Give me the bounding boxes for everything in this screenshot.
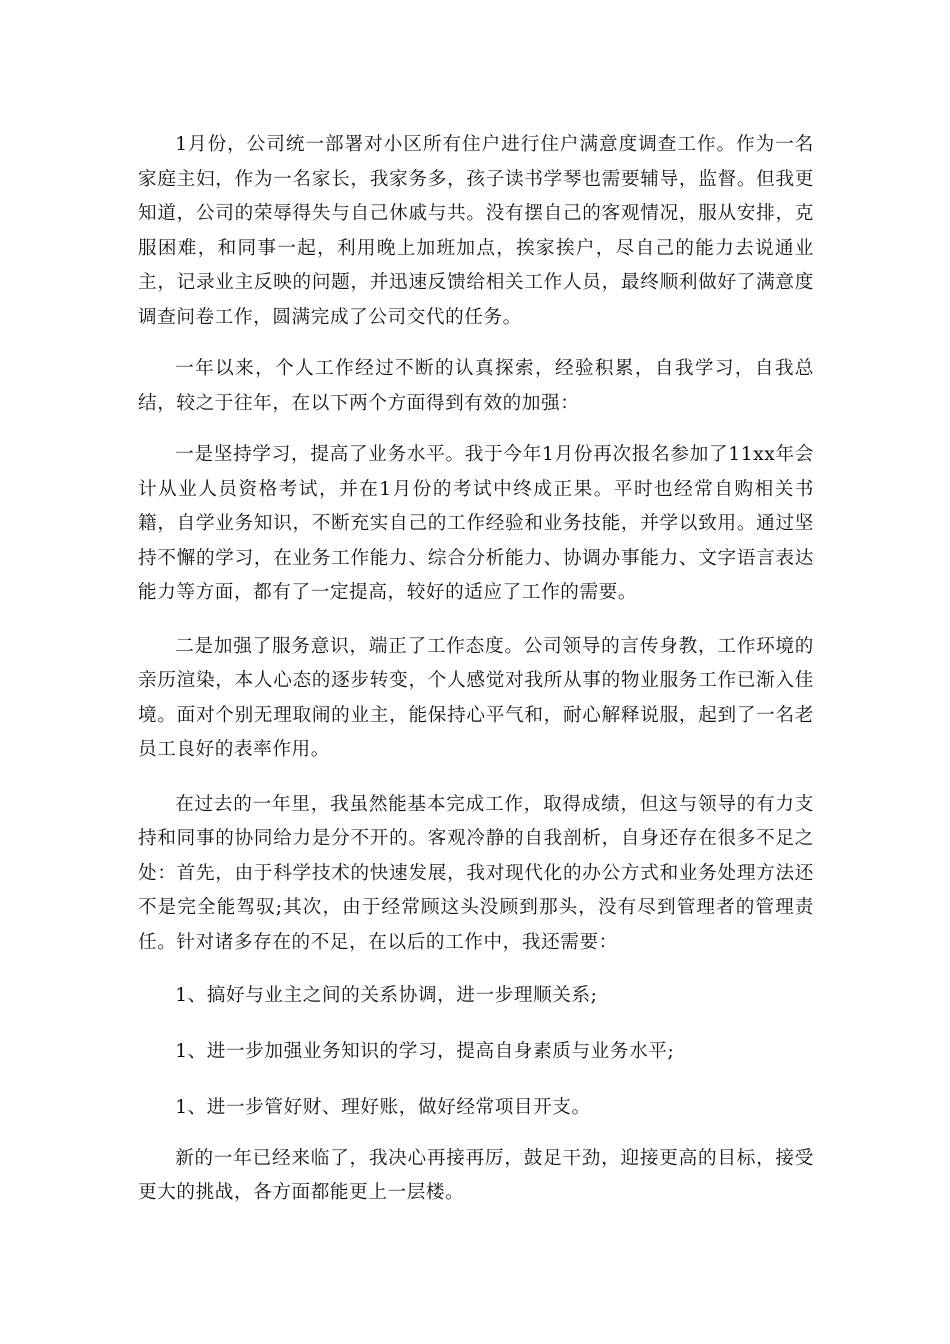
list-item: 1、进一步管好财、理好账，做好经常项目开支。 [175, 1097, 591, 1118]
paragraph-shortcomings: 在过去的一年里，我虽然能基本完成工作，取得成绩，但这与领导的有力支持和同事的协同给力是分不开的。客观冷静的自我剖析，自身还存在很多不足之处：首先，由于科学技术的快速发展，我对现代化的办公方式和业务处理方法还不是完全能驾驭;其次，由于经常顾这头没顾到那头，没有尽到管理者的管理责任。针对诸多存在的不足，在以后的工作中，我还需要： [138, 793, 814, 953]
paragraph-year-summary: 一年以来，个人工作经过不断的认真探索，经验积累，自我学习，自我总结，较之于往年，在以下两个方面得到有效的加强： [138, 358, 814, 414]
list-item: 1、进一步加强业务知识的学习，提高自身素质与业务水平; [175, 1040, 675, 1062]
paragraph-learning: 一是坚持学习，提高了业务水平。我于今年1月份再次报名参加了11xx年会计从业人员资格考试，并在1月份的考试中终成正果。平时也经常自购相关书籍，自学业务知识，不断充实自己的工作经验和业务技能，并学以致用。通过坚持不懈的学习，在业务工作能力、综合分析能力、协调办事能力、文字语言表达能力等方面，都有了一定提高，较好的适应了工作的需要。 [138, 444, 814, 603]
paragraph-survey-work: 1月份，公司统一部署对小区所有住户进行住户满意度调查工作。作为一名家庭主妇，作为一名家长，我家务多，孩子读书学琴也需要辅导，监督。但我更知道，公司的荣辱得失与自己休戚与共。没有摆自己的客观情况，服从安排，克服困难，和同事一起，利用晚上加班加点，挨家挨户，尽自己的能力去说通业主，记录业主反映的问题，并迅速反馈给相关工作人员，最终顺利做好了满意度调查问卷工作，圆满完成了公司交代的任务。 [138, 134, 814, 328]
paragraph-service-attitude: 二是加强了服务意识，端正了工作态度。公司领导的言传身教，工作环境的亲历渲染，本人心态的逐步转变，个人感觉对我所从事的物业服务工作已渐入佳境。面对个别无理取闹的业主，能保持心平气和，耐心解释说服，起到了一名老员工良好的表率作用。 [138, 635, 814, 760]
paragraph-closing: 新的一年已经来临了，我决心再接再厉，鼓足干劲，迎接更高的目标，接受更大的挑战，各方面都能更上一层楼。 [138, 1147, 814, 1203]
document-body [138, 128, 814, 1211]
list-item: 1、搞好与业主之间的关系协调，进一步理顺关系; [175, 985, 598, 1006]
